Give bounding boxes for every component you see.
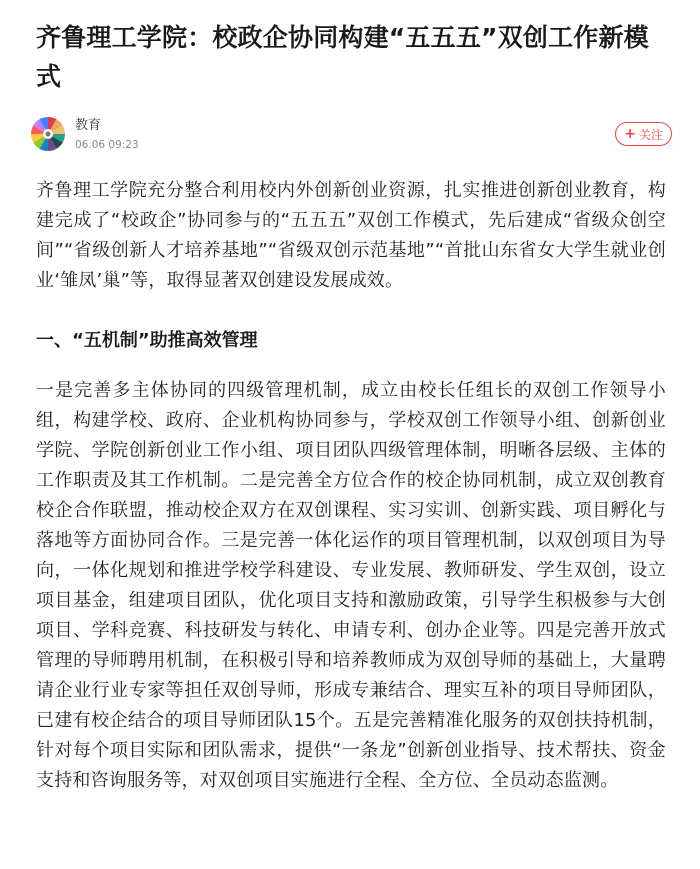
author-name[interactable]: 教育: [75, 118, 102, 133]
follow-button-label: 关注: [638, 127, 663, 142]
plus-icon: +: [624, 126, 636, 142]
colorful-circle-logo-icon: [30, 116, 66, 152]
follow-button[interactable]: [615, 122, 672, 146]
intro-paragraph: 齐鲁理工学院充分整合利用校内外创新创业资源，扎实推进创新创业教育，构建完成了“校政企”协同参与的“五五五”双创工作模式，先后建成“省级众创空间”“省级创新人才培养基地”“省级双创示范基地”“首批山东省女大学生就业创业‘雏凤’巢”等，取得显著双创建设发展成效。: [36, 180, 666, 291]
publish-time: 06.06 09:23: [75, 139, 139, 151]
section-heading: 一、“五机制”助推高效管理: [36, 330, 258, 351]
author-bar: [30, 116, 672, 154]
article-title: 齐鲁理工学院：校政企协同构建“五五五”双创工作新模式: [36, 23, 649, 91]
section-paragraph: 一是完善多主体协同的四级管理机制，成立由校长任组长的双创工作领导小组，构建学校、政府、企业机构协同参与，学校双创工作领导小组、创新创业学院、学院创新创业工作小组、项目团队四级管理体制，明晰各层级、主体的工作职责及其工作机制。二是完善全方位合作的校企协同机制，成立双创教育校企合作联盟，推动校企双方在双创课程、实习实训、创新实践、项目孵化与落地等方面协同合作。三是完善一体化运作的项目管理机制，以双创项目为导向，一体化规划和推进学校学科建设、专业发展、教师研发、学生双创，设立项目基金，组建项目团队，优化项目支持和激励政策，引导学生积极参与大创项目、学科竞赛、科技研发与转化、申请专利、创办企业等。四是完善开放式管理的导师聘用机制，在积极引导和培养教师成为双创导师的基础上，大量聘请企业行业专家等担任双创导师，形成专兼结合、理实互补的项目导师团队，已建有校企结合的项目导师团队15个。五是完善精准化服务的双创扶持机制，针对每个项目实际和团队需求，提供“一条龙”创新创业指导、技术帮扶、资金支持和咨询服务等，对双创项目实施进行全程、全方位、全员动态监测。: [36, 380, 666, 791]
author-avatar[interactable]: [30, 116, 66, 152]
